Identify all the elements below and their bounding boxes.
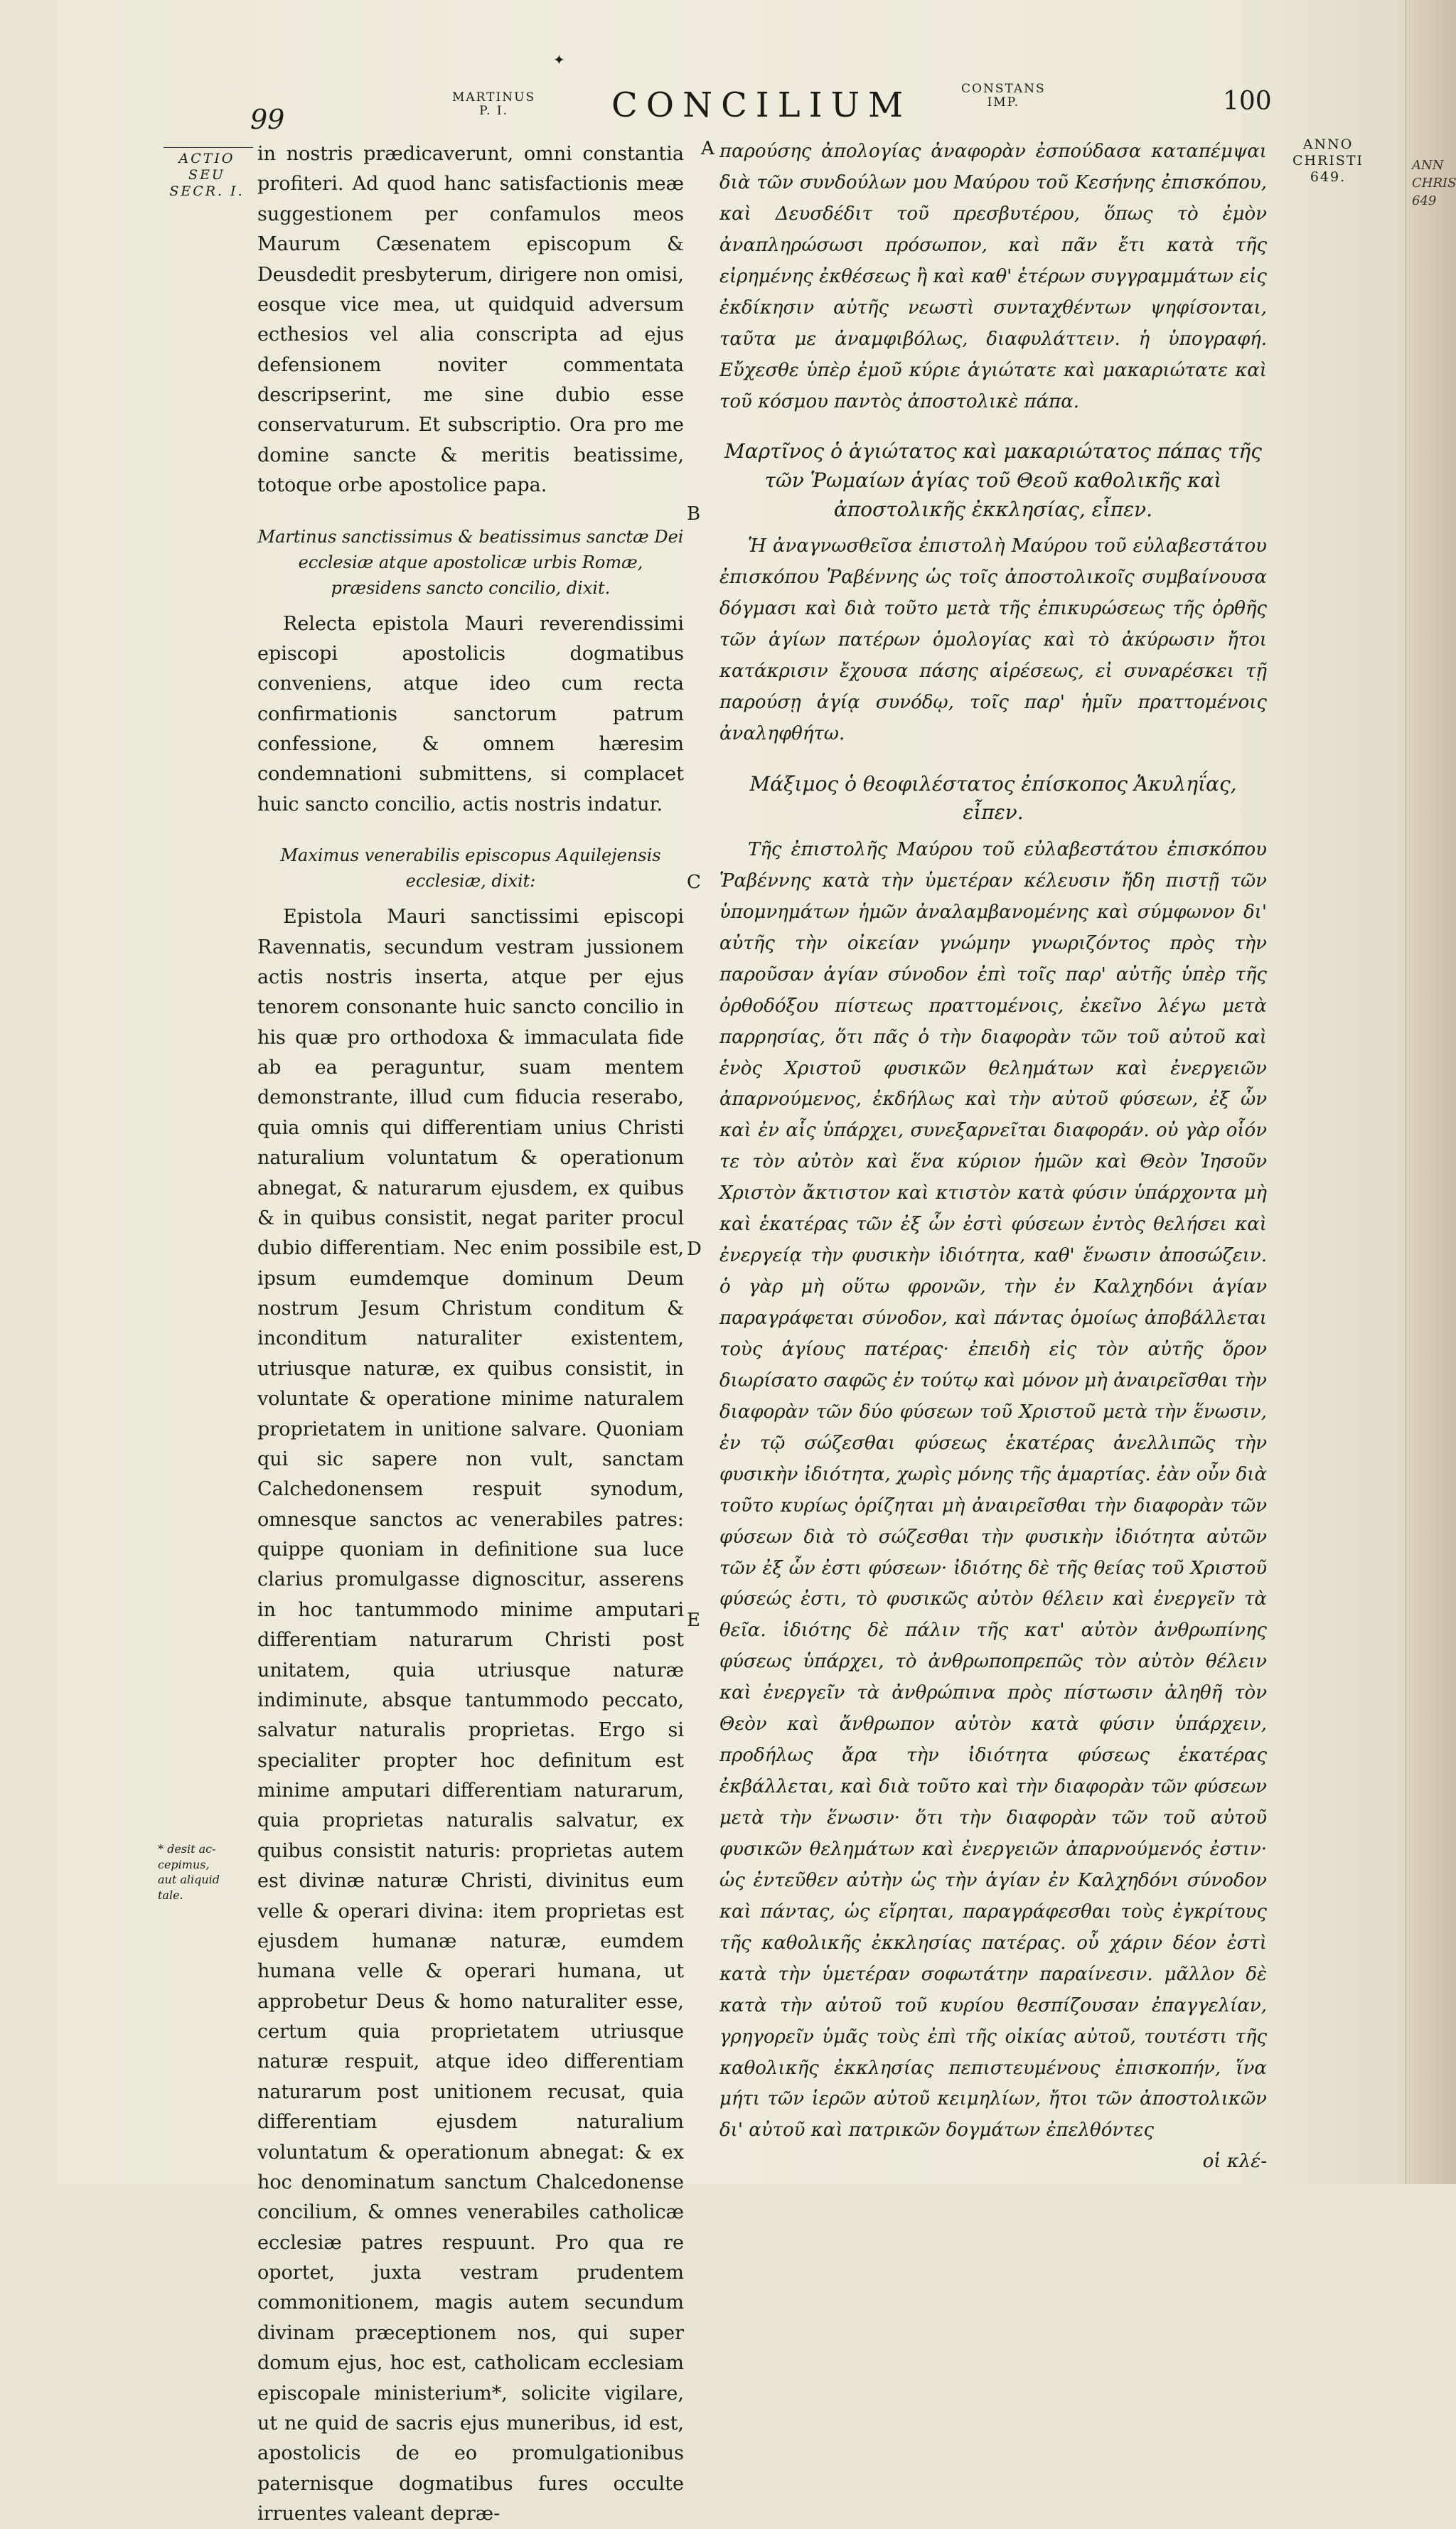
printer-mark: ✦ — [553, 51, 565, 68]
latin-paragraph: Epistola Mauri sanctissimi episcopi Ravennatis, secundum vestram jussionem actis nostris inserta, atque per ejus tenorem consonante huic sancto concilio in his quæ pro orthodoxa & immaculata fide ab ea peraguntur, suam mentem demonstrante, illud cum fiducia reserabo, quia omnis qui differentiam unius Christi naturalium voluntatum & operationum abnegat, & naturarum ejusdem, ex quibus & in quibus consistit, negat pariter procul dubio differentiam. Nec enim possibile est, ipsum eumdemque dominum Deum nostrum Jesum Christum conditum & inconditum naturaliter existentem, utriusque naturæ, ex quibus consistit, in voluntate & operatione minime naturalem proprietatem in unitione salvare. Quoniam qui sic sapere non vult, sanctam Calchedonensem respuit synodum, omnesque sanctos ac venerabiles patres: quippe quoniam in definitione sua luce clarius promulgasse dignoscitur, asserens in hoc tantummodo minime amputari differentiam naturarum Christi post unitatem, quia utriusque naturæ indiminute, absque tantummodo peccato, salvatur naturalis proprietas. Ergo si specialiter propter hoc definitum est minime amputari differentiam naturarum, quia proprietas naturalis salvatur, ex quibus consistit naturis: proprietas autem est divinæ naturæ Christi, divinitus eum velle & operari divina: item proprietas est ejusdem humanæ naturæ, eumdem humana velle & operari humana, ut approbetur Deus & homo naturaliter esse, certum quia proprietatem utriusque naturæ respuit, atque ideo differentiam naturarum post unitionem recusat, quia differentiam ejusdem naturalium voluntatum & operationum abnegat: & ex hoc denominatum sanctum Chalcedonense concilium, & omnes venerabiles catholicæ ecclesiæ patres respuunt. Pro qua re oportet, juxta vestram prudentem commonitionem, magis autem secundum divinam præceptionem nos, qui super domum ejus, hoc est, catholicam ecclesiam episcopale ministerium*, solicite vigilare, ut ne quid de sacris ejus muneribus, id est, apostolicis de eo promulgationibus paternisque dogmatibus fures occulte irruentes valeant depræ- — [257, 906, 684, 2525]
greek-paragraph: Τῆς ἐπιστολῆς Μαύρου τοῦ εὐλαβεστάτου ἐπισκόπου Ῥαβέννης κατὰ τὴν ὑμετέραν κέλευσιν ἤδη πιστῇ τῶν ὑπομνημάτων ἡμῶν ἀναλαμβανομένης καὶ σύμφωνον δι' αὐτῆς τὴν οἰκείαν γνώμην γνωριζόντος πρὸς τὴν παροῦσαν ἁγίαν σύνοδον ἐπὶ τοῖς παρ' αὐτῆς ὑπὲρ τῆς ὀρθοδόξου πίστεως πραττομένοις, ἐκεῖνο λέγω μετὰ παρρησίας, ὅτι πᾶς ὁ τὴν διαφορὰν τῶν τοῦ αὐτοῦ καὶ ἑνὸς Χριστοῦ φυσικῶν θελημάτων καὶ ἐνεργειῶν ἀπαρνούμενος, ἐκδήλως καὶ τὴν αὐτοῦ φύσεων, ἐξ ὧν καὶ ἐν αἷς ὑπάρχει, συνεξαρνεῖται διαφοράν. οὐ γὰρ οἷόν τε τὸν αὐτὸν καὶ ἕνα κύριον ἡμῶν καὶ Θεὸν Ἰησοῦν Χριστὸν ἄκτιστον καὶ κτιστὸν κατὰ φύσιν ὑπάρχοντα μὴ καὶ ἑκατέρας τῶν ἐξ ὧν ἐστὶ φύσεων ἐντὸς θελήσει καὶ ἐνεργείᾳ τὴν φυσικὴν ἰδιότητα, καθ' ἕνωσιν ἀποσώζειν. ὁ γὰρ μὴ οὕτω φρονῶν, τὴν ἐν Καλχηδόνι ἁγίαν παραγράφεται σύνοδον, καὶ πάντας ὁμοίως ἀποβάλλεται τοὺς ἁγίους πατέρας· ἐπειδὴ εἰς τὸν αὐτῆς ὅρον διωρίσατο σαφῶς ἐν τούτῳ καὶ μόνον μὴ ἀναιρεῖσθαι τὴν διαφορὰν τῶν δύο φύσεων τοῦ Χριστοῦ μετὰ τὴν ἕνωσιν, ἐν τῷ σώζεσθαι φύσεως ἑκατέρας ἀνελλιπῶς τὴν φυσικὴν ἰδιότητα, χωρὶς μόνης τῆς ἁμαρτίας. ἐὰν οὖν διὰ τοῦτο κυρίως ὁρίζηται μὴ ἀναιρεῖσθαι τὴν διαφορὰν τῶν φύσεων διὰ τὸ σώζεσθαι τὴν φυσικὴν ἰδιότητα αὐτῶν τῶν ἐξ ὧν ἐστι φύσεων· ἰδιότης δὲ τῆς θείας τοῦ Χριστοῦ φύσεώς ἐστι, τὸ φυσικῶς αὐτὸν θέλειν καὶ ἐνεργεῖν τὰ θεῖα. ἰδιότης δὲ πάλιν τῆς κατ' αὐτὸν ἀνθρωπίνης φύσεως ὑπάρχει, τὸ ἀνθρωποπρεπῶς τὸν αὐτὸν θέλειν καὶ ἐνεργεῖν τὰ ἀνθρώπινα πρὸς πίστωσιν ἀληθῆ τὸν Θεὸν καὶ ἄνθρωπον αὐτὸν κατὰ φύσιν ὑπάρχειν, προδήλως ἄρα τὴν ἰδιότητα φύσεως ἑκατέρας ἐκβάλλεται, καὶ διὰ τοῦτο καὶ τὴν διαφορὰν τῶν φύσεων μετὰ τὴν ἕνωσιν· ὅτι τὴν διαφορὰν τῶν τοῦ αὐτοῦ φυσικῶν θελημάτων καὶ ἐνεργειῶν ἀπαρνούμενός ἐστιν· ὡς ἐντεῦθεν αὐτὴν ὡς τὴν ἁγίαν ἐν Καλχηδόνι σύνοδον καὶ πάντας, ὡς εἴρηται, παραγράφεσθαι τοὺς ἐγκρίτους τῆς καθολικῆς ἐκκλησίας πατέρας. οὗ χάριν δέον ἐστὶ κατὰ τὴν ὑμετέραν σοφωτάτην παραίνεσιν. μᾶλλον δὲ κατὰ τὴν αὐτοῦ τοῦ κυρίου θεσπίζουσαν ἐπαγγελίαν, γρηγορεῖν ὑμᾶς τοὺς ἐπὶ τῆς οἰκίας αὐτοῦ, τουτέστι τῆς καθολικῆς ἐκκλησίας πεπιστευμένους ἐπισκοπήν, ἵνα μήτι τῶν ἱερῶν αὐτοῦ κειμηλίων, ἤτοι τῶν ἀποστολικῶν δι' αὐτοῦ καὶ πατρικῶν δογμάτων ἐπελθόντες — [719, 838, 1267, 2142]
greek-paragraph: παρούσης ἀπολογίας ἀναφορὰν ἐσπούδασα καταπέμψαι διὰ τῶν συνδούλων μου Μαύρου τοῦ Κεσήνης ἐπισκόπου, καὶ Δευσδέδιτ τοῦ πρεσβυτέρου, ὅπως τὸ ἐμὸν ἀναπληρώσωσι πρόσωπον, καὶ πᾶν ἔτι κατὰ τῆς εἰρημένης ἐκθέσεως ἢ καὶ καθ' ἑτέρων συγγραμμάτων εἰς ἐκδίκησιν αὐτῆς νεωστὶ συνταχθέντων ψηφίσονται, ταῦτα με ἀναμφιβόλως, διαφυλάττειν. ἡ ὑπογραφή. Εὔχεσθε ὑπὲρ ἐμοῦ κύριε ἁγιώτατε καὶ μακαριώτατε καὶ τοῦ κόσμου παντὸς ἀποστολικὲ πάπα. — [719, 141, 1267, 412]
header-emperor: CONSTANS IMP. — [961, 82, 1046, 109]
section-letter-c: C — [687, 872, 701, 893]
header-title: CONCILIUM — [611, 85, 912, 125]
greek-speaker-heading: Μάξιμος ὁ θεοφιλέστατος ἐπίσκοπος Ἀκυληΐας, εἶπεν. — [749, 771, 1237, 825]
facing-page-edge — [1406, 0, 1456, 2184]
greek-paragraph: Ἡ ἀναγνωσθεῖσα ἐπιστολὴ Μαύρου τοῦ εὐλαβεστάτου ἐπισκόπου Ῥαβέννης ὡς τοῖς ἀποστολικοῖς συμβαίνουσα δόγμασι καὶ διὰ τοῦτο μετὰ τῆς ἐπικυρώσεως τῆς ὀρθῆς τῶν ἁγίων πατέρων ὁμολογίας καὶ τὸ ἀκύρωσιν ἤτοι κατάκρισιν ἔχουσα πάσης αἱρέσεως, εἰ συναρέσκει τῇ παρούσῃ ἁγίᾳ συνόδῳ, τοῖς παρ' ἡμῖν πραττομένοις ἀναληφθήτω. — [719, 535, 1267, 744]
margin-rule — [164, 147, 253, 148]
latin-column — [257, 139, 684, 2529]
latin-speaker-heading: Maximus venerabilis episcopus Aquilejensis ecclesiæ, dixit: — [280, 845, 661, 892]
running-header — [0, 78, 1393, 135]
latin-paragraph: in nostris prædicaverunt, omni constantia profiteri. Ad quod hanc satisfactionis meæ suggestionem per confamulos meos Maurum Cæsenatem episcopum & Deusdedit presbyterum, dirigere non omisi, eosque vice mea, ut quidquid adversum ecthesios vel alia conscripta ad ejus defensionem noviter commentata descripserint, me sine dubio esse conservaturum. Et subscriptio. Ora pro me domine sancte & meritis beatissime, totoque orbe apostolice papa. — [257, 143, 684, 497]
latin-paragraph: Relecta epistola Mauri reverendissimi episcopi apostolicis dogmatibus conveniens, atque ideo cum recta confirmationis sanctorum patrum confessione, & omnem hæresim condemnationi submittens, si complacet huic sancto concilio, actis nostris indatur. — [257, 612, 684, 816]
section-letter-b: B — [687, 503, 701, 525]
margin-actio: ACTIO SEU SECR. I. — [169, 151, 245, 199]
section-letter-a: A — [701, 138, 714, 159]
header-pope: MARTINUS P. I. — [452, 90, 536, 118]
greek-catchword: οἱ κλέ- — [1202, 2151, 1267, 2173]
latin-speaker-heading: Martinus sanctissimus & beatissimus sanctæ Dei ecclesiæ atque apostolicæ urbis Romæ, præsidens sancto concilio, dixit. — [257, 526, 684, 598]
page-number-left: 99 — [250, 104, 285, 135]
facing-page-margin: ANN CHRIS 649 — [1412, 158, 1456, 209]
margin-footnote: * desit ac- cepimus, aut aliquid tale. — [158, 1842, 220, 1902]
greek-speaker-heading: Μαρτῖνος ὁ ἁγιώτατος καὶ μακαριώτατος πάπας τῆς τῶν Ῥωμαίων ἁγίας τοῦ Θεοῦ καθολικῆς καὶ ἀποστολικῆς ἐκκλησίας, εἶπεν. — [724, 439, 1262, 521]
section-letter-e: E — [687, 1610, 700, 1631]
greek-column — [719, 137, 1267, 2178]
page-number-right: 100 — [1223, 87, 1272, 116]
section-letter-d: D — [687, 1239, 702, 1260]
margin-anno: ANNO CHRISTI 649. — [1292, 137, 1364, 185]
